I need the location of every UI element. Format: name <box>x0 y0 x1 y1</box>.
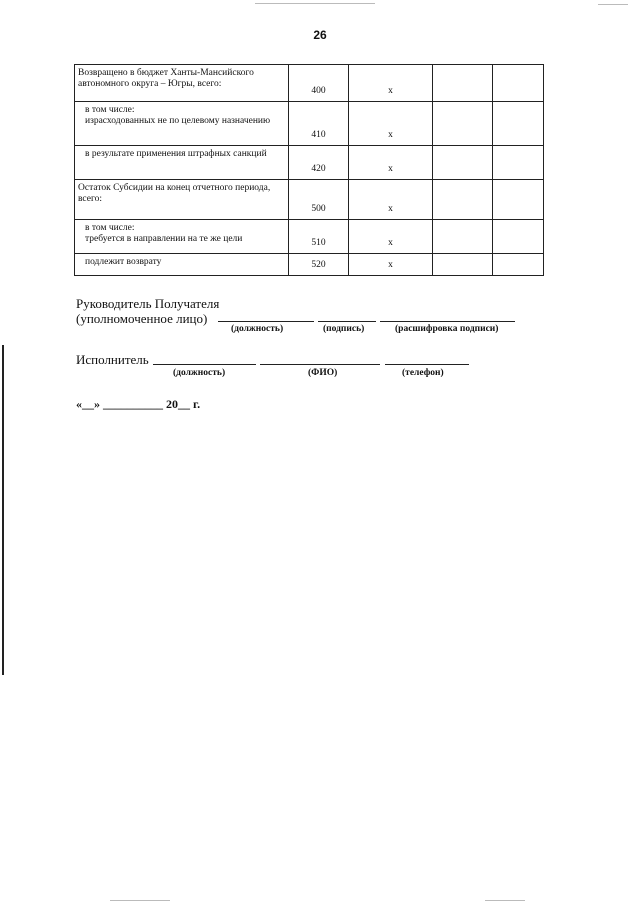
row-code-cell: 500 <box>289 180 349 220</box>
row-empty-cell <box>493 146 544 180</box>
row-empty-cell <box>493 254 544 276</box>
row-code-cell: 420 <box>289 146 349 180</box>
executor-label: Исполнитель <box>76 352 149 367</box>
scan-artifact-bottom <box>110 900 170 901</box>
table-row <box>75 180 544 220</box>
row-name-cell: в том числе: требуется в направлении на те же цели <box>75 220 289 254</box>
table-row <box>75 146 544 180</box>
head-caption-signature: (подпись) <box>323 324 365 334</box>
row-code-cell: 520 <box>289 254 349 276</box>
table-row <box>75 102 544 146</box>
row-empty-cell <box>493 180 544 220</box>
row-name-cell: в результате применения штрафных санкций <box>75 146 289 180</box>
row-code-cell: 510 <box>289 220 349 254</box>
head-title-line1: Руководитель Получателя <box>76 296 220 311</box>
executor-position-line <box>153 364 256 365</box>
row-empty-cell <box>433 65 493 102</box>
table-row <box>75 65 544 102</box>
row-code-cell: 400 <box>289 65 349 102</box>
executor-fio-line <box>260 364 380 365</box>
row-empty-cell <box>493 102 544 146</box>
row-mark-cell: x <box>349 102 433 146</box>
row-empty-cell <box>493 65 544 102</box>
table-row <box>75 220 544 254</box>
head-caption-position: (должность) <box>231 324 284 334</box>
row-code-cell: 410 <box>289 102 349 146</box>
row-empty-cell <box>433 146 493 180</box>
scan-edge-bar <box>2 345 4 675</box>
executor-caption-phone: (телефон) <box>402 368 444 378</box>
row-name-cell: подлежит возврату <box>75 254 289 276</box>
row-mark-cell: x <box>349 146 433 180</box>
row-mark-cell: x <box>349 180 433 220</box>
scan-artifact-bottom-right <box>485 900 525 901</box>
date-line: «__» __________ 20__ г. <box>76 397 201 411</box>
executor-phone-line <box>385 364 469 365</box>
row-empty-cell <box>433 102 493 146</box>
head-caption-decoding: (расшифровка подписи) <box>395 324 499 334</box>
row-empty-cell <box>433 254 493 276</box>
row-name-cell: в том числе: израсходованных не по целевому назначению <box>75 102 289 146</box>
row-empty-cell <box>433 180 493 220</box>
head-title-line2: (уполномоченное лицо) <box>76 311 208 326</box>
table-row <box>75 254 544 276</box>
row-empty-cell <box>433 220 493 254</box>
head-signature-title <box>76 296 219 326</box>
row-mark-cell: x <box>349 254 433 276</box>
page-number: 26 <box>313 28 327 42</box>
scan-artifact-top-right <box>598 4 628 5</box>
row-mark-cell: x <box>349 220 433 254</box>
head-position-line <box>218 321 314 322</box>
head-signature-line <box>318 321 376 322</box>
report-table <box>74 64 544 276</box>
row-name-cell: Остаток Субсидии на конец отчетного периода, всего: <box>75 180 289 220</box>
scan-artifact-top <box>255 3 375 4</box>
row-mark-cell: x <box>349 65 433 102</box>
row-name-cell: Возвращено в бюджет Ханты-Мансийского автономного округа – Югры, всего: <box>75 65 289 102</box>
head-decoding-line <box>380 321 515 322</box>
executor-caption-position: (должность) <box>173 368 226 378</box>
row-empty-cell <box>493 220 544 254</box>
executor-caption-fio: (ФИО) <box>308 368 338 378</box>
